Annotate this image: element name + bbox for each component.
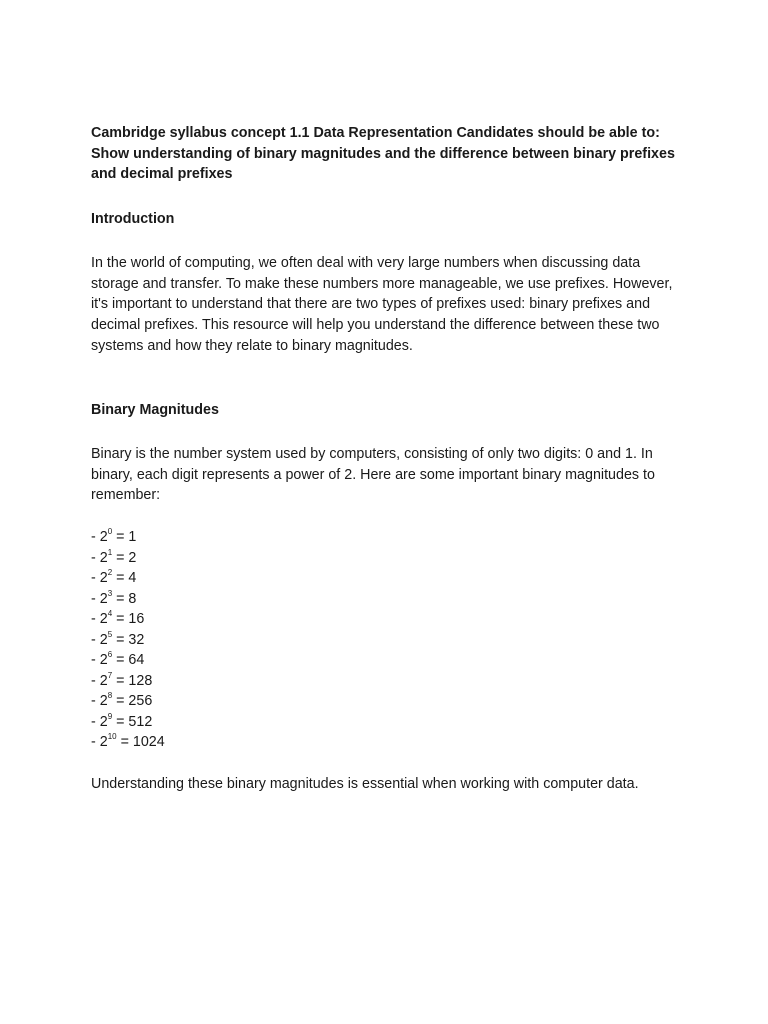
document-body bbox=[91, 123, 691, 794]
list-item: - $2^0 = 1$ bbox=[91, 527, 137, 546]
document-title: Cambridge syllabus concept 1.1 Data Representation Candidates should be able to: Show understanding of binary magnitudes and the difference between binary prefixes and decimal prefixes bbox=[91, 125, 675, 182]
introduction-heading: Introduction bbox=[91, 210, 175, 227]
binary-magnitudes-paragraph: Binary is the number system used by computers, consisting of only two digits: 0 and 1. In binary, each digit represents a power of 2. Here are some important binary magnitudes to remember: bbox=[91, 446, 655, 504]
list-item: - $2^6 = 64$ bbox=[91, 650, 145, 669]
list-item: - $2^4 = 16$ bbox=[91, 609, 145, 628]
list-item: - $2^9 = 512$ bbox=[91, 711, 153, 730]
list-item: - $2^3 = 8$ bbox=[91, 588, 137, 607]
list-item: - $2^8 = 256$ bbox=[91, 691, 153, 710]
list-item: - $2^1 = 2$ bbox=[91, 547, 137, 566]
closing-paragraph: Understanding these binary magnitudes is essential when working with computer data. bbox=[91, 775, 639, 792]
powers-of-two-list bbox=[91, 527, 691, 753]
list-item: - $2^{10} = 1024$ bbox=[91, 732, 165, 751]
introduction-paragraph: In the world of computing, we often deal with very large numbers when discussing data storage and transfer. To make these numbers more manageable, we use prefixes. However, it's important to understand that there are two types of prefixes used: binary prefixes and decimal prefixes. This resource will help you understand the difference between these two systems and how they relate to binary magnitudes. bbox=[91, 255, 673, 354]
binary-magnitudes-heading: Binary Magnitudes bbox=[91, 401, 219, 418]
list-item: - $2^2 = 4$ bbox=[91, 568, 137, 587]
list-item: - $2^5 = 32$ bbox=[91, 629, 145, 648]
list-item: - $2^7 = 128$ bbox=[91, 670, 153, 689]
